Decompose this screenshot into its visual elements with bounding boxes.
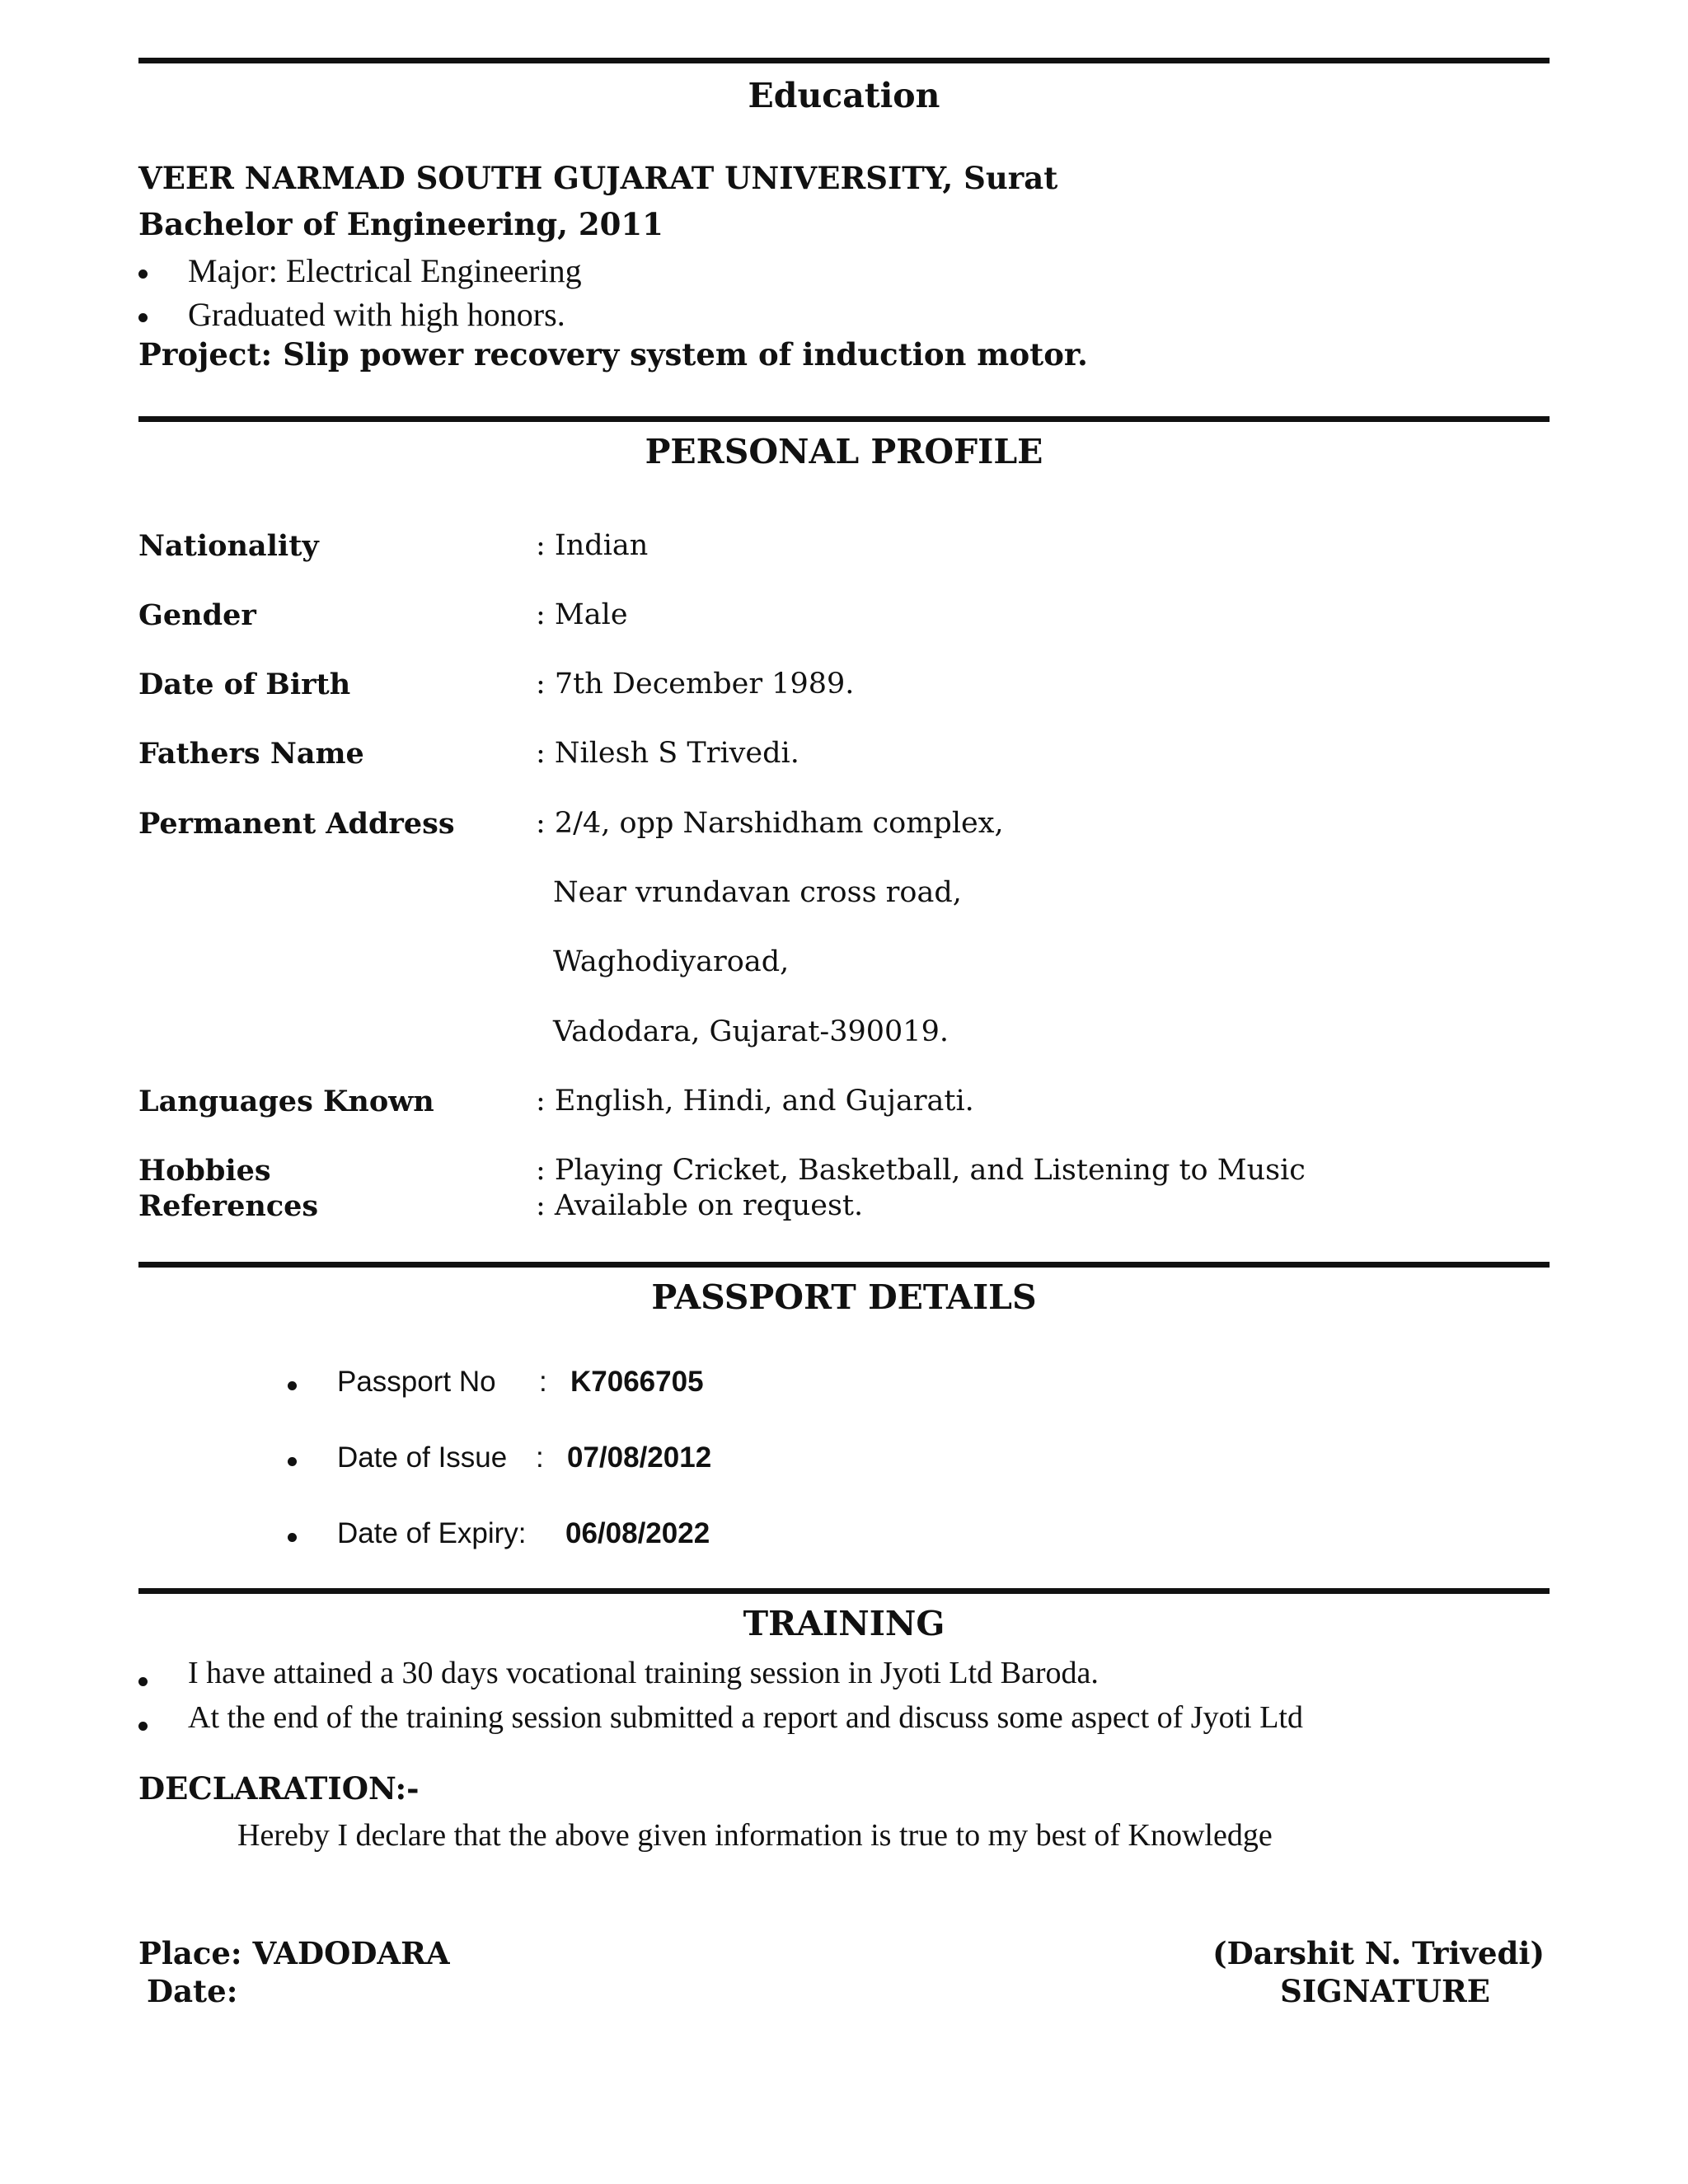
address-line-1: : 2/4, opp Narshidham complex,	[536, 807, 1004, 840]
dob-label: Date of Birth	[138, 668, 351, 701]
date-label: Date:	[147, 1973, 238, 2009]
declaration-text: Hereby I declare that the above given information is true to my best of Knowledge	[237, 1818, 1273, 1853]
education-bullet-major: Major: Electrical Engineering	[188, 252, 582, 289]
section-divider	[138, 1588, 1550, 1594]
references-label: References	[138, 1189, 319, 1223]
passport-heading: PASSPORT DETAILS	[651, 1277, 1037, 1317]
nationality-value: : Indian	[536, 529, 649, 562]
education-bullet-honors: Graduated with high honors.	[188, 296, 565, 333]
place: Place: VADODARA	[138, 1935, 450, 1971]
address-line-3: Waghodiyaroad,	[553, 945, 790, 978]
nationality-label: Nationality	[138, 529, 319, 563]
passport-no-label: Passport No	[337, 1366, 496, 1398]
address-line-4: Vadodara, Gujarat-390019.	[553, 1015, 949, 1048]
hobbies-label: Hobbies	[138, 1154, 271, 1188]
training-heading: TRAINING	[743, 1604, 945, 1643]
bullet-icon	[288, 1381, 297, 1390]
personal-profile-heading: PERSONAL PROFILE	[645, 432, 1043, 471]
dob-value: : 7th December 1989.	[536, 668, 855, 701]
section-divider	[138, 58, 1550, 63]
gender-value: : Male	[536, 598, 628, 631]
address-label: Permanent Address	[138, 807, 455, 841]
date-of-issue-sep: :	[536, 1441, 544, 1474]
signature-label: SIGNATURE	[1280, 1973, 1490, 2009]
gender-label: Gender	[138, 598, 256, 632]
references-value: : Available on request.	[536, 1189, 864, 1222]
date-of-issue-label: Date of Issue	[337, 1441, 508, 1474]
passport-no-sep: :	[539, 1366, 547, 1398]
date-of-expiry-label: Date of Expiry:	[337, 1517, 527, 1549]
languages-value: : English, Hindi, and Gujarati.	[536, 1085, 974, 1118]
languages-label: Languages Known	[138, 1085, 434, 1118]
declaration-heading: DECLARATION:-	[138, 1770, 420, 1807]
university-name: VEER NARMAD SOUTH GUJARAT UNIVERSITY, Surat	[138, 160, 1058, 196]
bullet-icon	[288, 1457, 297, 1466]
passport-no-value: K7066705	[570, 1366, 704, 1398]
address-line-2: Near vrundavan cross road,	[553, 876, 962, 909]
bullet-icon	[288, 1533, 297, 1542]
fathers-name-label: Fathers Name	[138, 737, 364, 771]
hobbies-value: : Playing Cricket, Basketball, and Listening to Music	[536, 1154, 1306, 1187]
training-item-1: I have attained a 30 days vocational training session in Jyoti Ltd Baroda.	[188, 1656, 1099, 1690]
project: Project: Slip power recovery system of induction motor.	[138, 336, 1088, 373]
signatory-name: (Darshit N. Trivedi)	[1212, 1935, 1545, 1971]
resume-page	[138, 0, 1550, 2184]
degree: Bachelor of Engineering, 2011	[138, 206, 663, 242]
section-divider	[138, 1262, 1550, 1268]
bullet-icon	[138, 313, 148, 322]
bullet-icon	[138, 1677, 148, 1686]
bullet-icon	[138, 1722, 148, 1731]
training-item-2: At the end of the training session submitted a report and discuss some aspect of Jyoti Ltd	[188, 1700, 1303, 1735]
date-of-expiry-value: 06/08/2022	[565, 1517, 710, 1549]
education-heading: Education	[748, 76, 940, 115]
date-of-issue-value: 07/08/2012	[567, 1441, 712, 1474]
section-divider	[138, 416, 1550, 422]
bullet-icon	[138, 269, 148, 279]
fathers-name-value: : Nilesh S Trivedi.	[536, 737, 799, 770]
